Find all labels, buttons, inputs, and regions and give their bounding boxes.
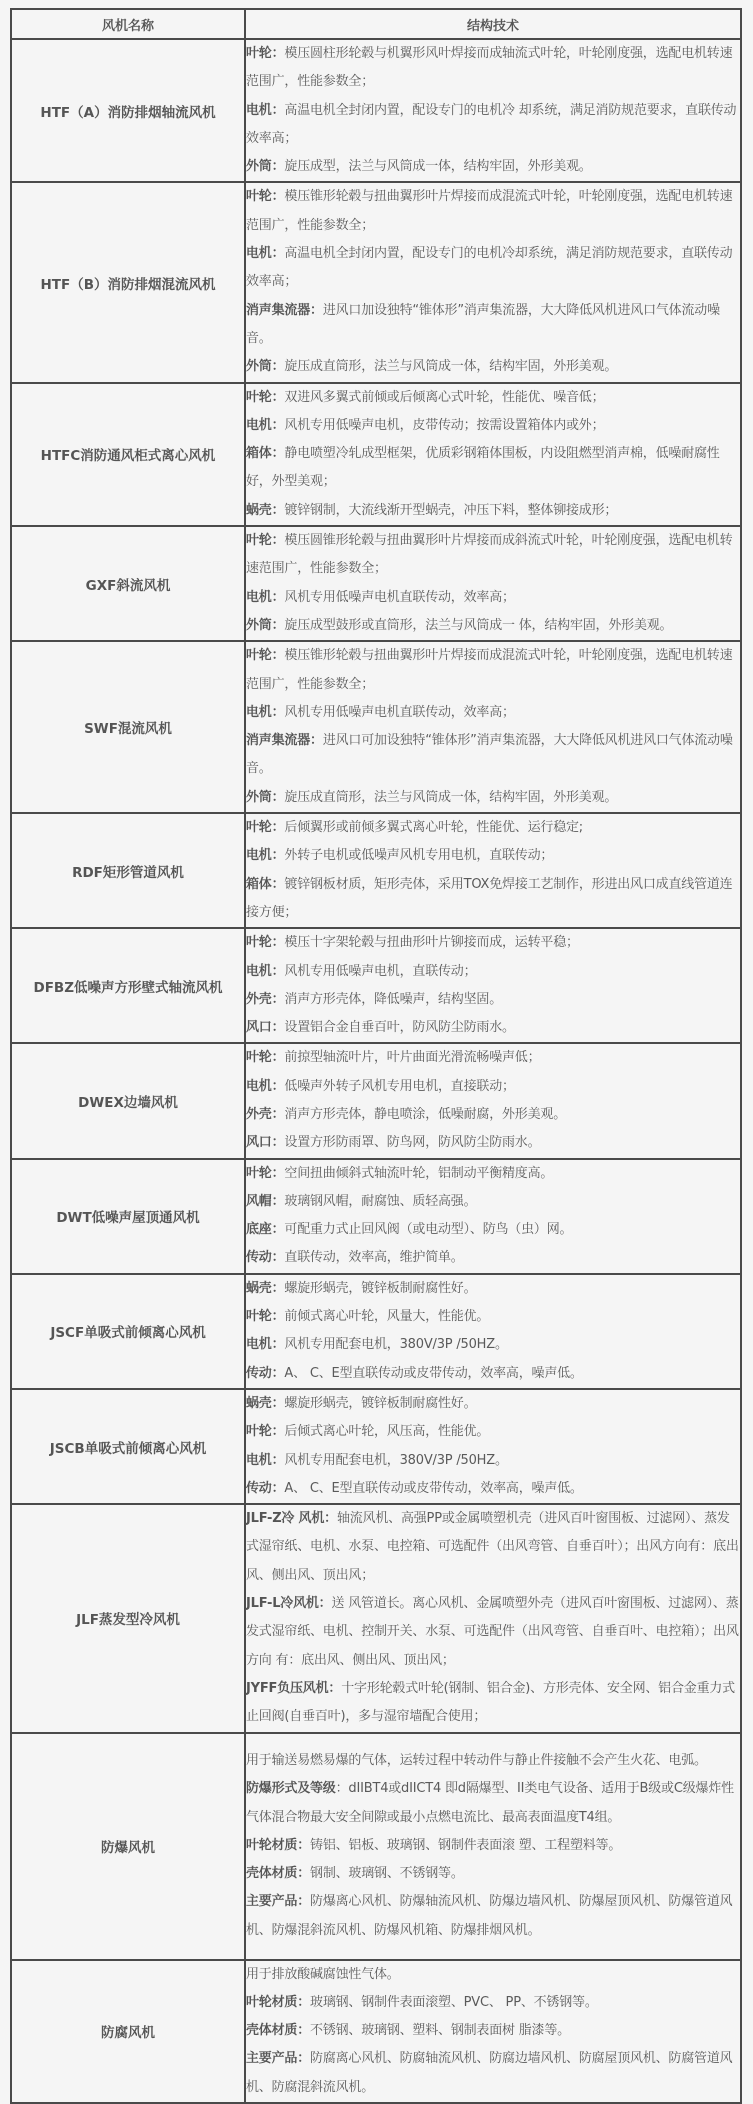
spec-text: 送 风管道长。离心风机、金属喷塑外壳（进风百叶窗围板、过滤网）、蒸发式湿帘纸、电机、控制开关、水泵、可选配件（出风弯管、自垂百叶、电控箱）；出风方向 有：底出风、侧出风、顶出风； <box>246 1596 739 1668</box>
spec-label: 消声集流器： <box>246 302 323 318</box>
spec-line <box>246 1160 740 1188</box>
structure-tech-cell <box>245 813 741 928</box>
structure-tech-cell <box>245 1960 741 2103</box>
spec-label: 电机： <box>246 1452 285 1468</box>
spec-line <box>246 153 740 181</box>
spec-text: 铸铝、铝板、玻璃钢、钢制件表面滚 塑、工程塑料等。 <box>310 1837 622 1853</box>
fan-name-cell: DWT低噪声屋顶通风机 <box>11 1159 245 1274</box>
structure-tech-cell <box>245 1504 741 1732</box>
spec-line <box>246 958 740 986</box>
spec-label: 电机： <box>246 704 285 720</box>
spec-text: 前倾式离心叶轮，风量大，性能优。 <box>284 1309 490 1325</box>
table-row <box>11 182 741 382</box>
spec-text: 低噪声外转子风机专用电机，直接联动； <box>284 1078 515 1094</box>
spec-label: 叶轮材质： <box>246 1837 311 1853</box>
spec-line <box>246 986 740 1014</box>
spec-line <box>246 1590 740 1675</box>
structure-tech-cell <box>245 1274 741 1389</box>
spec-line <box>246 2017 740 2045</box>
spec-text: 镀锌钢制，大流线渐开型蜗壳，冲压下料，整体铆接成形； <box>284 502 618 518</box>
spec-text: 玻璃钢风帽，耐腐蚀、质轻高强。 <box>284 1193 477 1209</box>
table-row <box>11 1043 741 1158</box>
fan-name-cell: SWF混流风机 <box>11 641 245 813</box>
table-row <box>11 383 741 526</box>
table-row <box>11 928 741 1043</box>
spec-line <box>246 497 740 525</box>
spec-line <box>246 412 740 440</box>
spec-line <box>246 1418 740 1446</box>
spec-label: JLF-Z冷 风机： <box>246 1511 337 1527</box>
spec-line <box>246 384 740 412</box>
spec-label: 叶轮： <box>246 935 285 951</box>
spec-line <box>246 240 740 297</box>
spec-text: 可配重力式止回风阀（或电动型）、防鸟（虫）网。 <box>284 1222 573 1238</box>
spec-text: 风机专用配套电机，380V/3P /50HZ。 <box>284 1337 508 1353</box>
spec-label: 传动： <box>246 1250 285 1266</box>
spec-line <box>246 1044 740 1072</box>
spec-label: 电机： <box>246 246 285 262</box>
fan-name-cell: HTFC消防通风柜式离心风机 <box>11 383 245 526</box>
spec-text: 不锈钢、玻璃钢、塑料、钢制表面树 脂漆等。 <box>310 2023 570 2039</box>
structure-tech-cell <box>245 1159 741 1274</box>
spec-line <box>246 1129 740 1157</box>
spec-line <box>246 642 740 699</box>
fan-name-cell: HTF（A）消防排烟轴流风机 <box>11 39 245 182</box>
spec-text: 进风口加设独特“锥体形”消声集流器，大大降低风机进风口气体流动噪音。 <box>246 302 720 346</box>
spec-text: 旋压成直筒形，法兰与风筒成一体，结构牢固，外形美观。 <box>284 359 618 375</box>
spec-text: 后倾式离心叶轮，风压高，性能优。 <box>284 1424 490 1440</box>
fan-name-cell: RDF矩形管道风机 <box>11 813 245 928</box>
table-body <box>11 39 741 2103</box>
spec-label: 传动： <box>246 1480 285 1496</box>
structure-tech-cell <box>245 39 741 182</box>
spec-label: 传动： <box>246 1365 285 1381</box>
spec-text: 螺旋形蜗壳，镀锌板制耐腐性好。 <box>284 1395 477 1411</box>
spec-text: 防爆离心风机、防爆轴流风机、防爆边墙风机、防爆屋顶风机、防爆管道风机、防爆混斜流风机、防爆风机箱、防爆排烟风机。 <box>246 1894 733 1938</box>
spec-text: 模压圆柱形轮毂与机翼形风叶焊接而成轴流式叶轮，叶轮刚度强，选配电机转速范围广，性能参数全； <box>246 46 733 90</box>
spec-label: 外筒： <box>246 789 285 805</box>
spec-text: 高温电机全封闭内置，配设专门的电机冷 却系统，满足消防规范要求，直联传动效率高； <box>246 102 737 146</box>
table-row <box>11 1274 741 1389</box>
spec-label: 主要产品： <box>246 2051 311 2067</box>
spec-label: 电机： <box>246 417 285 433</box>
structure-tech-cell <box>245 526 741 641</box>
table-row <box>11 641 741 813</box>
structure-tech-cell <box>245 182 741 382</box>
spec-label: 底座： <box>246 1222 285 1238</box>
spec-label: JYFF负压风机： <box>246 1680 342 1696</box>
spec-label: 外壳： <box>246 1106 285 1122</box>
table-row <box>11 813 741 928</box>
spec-label: 壳体材质： <box>246 2023 311 2039</box>
fan-name-cell: GXF斜流风机 <box>11 526 245 641</box>
spec-text: 风机专用低噪声电机，直联传动； <box>284 963 477 979</box>
spec-label: 外筒： <box>246 359 285 375</box>
spec-label: 叶轮材质： <box>246 1994 311 2010</box>
spec-label: 叶轮： <box>246 189 285 205</box>
structure-tech-cell <box>245 383 741 526</box>
spec-text: 风机专用配套电机，380V/3P /50HZ。 <box>284 1452 508 1468</box>
spec-text: 镀锌钢板材质，矩形壳体，采用TOX免焊接工艺制作，形进出风口成直线管道连接方便； <box>246 876 733 920</box>
spec-label: 叶轮： <box>246 1309 285 1325</box>
spec-line <box>246 1244 740 1272</box>
fan-name-cell: JLF蒸发型冷风机 <box>11 1504 245 1732</box>
spec-label: 风帽： <box>246 1193 285 1209</box>
spec-text: 模压十字架轮毂与扭曲形叶片铆接而成，运转平稳； <box>284 935 579 951</box>
table-row <box>11 1733 741 1960</box>
spec-line <box>246 1989 740 2017</box>
spec-label: 蜗壳： <box>246 1395 285 1411</box>
spec-label: 风口： <box>246 1135 285 1151</box>
structure-tech-cell <box>245 1043 741 1158</box>
spec-text: 用于输送易燃易爆的气体，运转过程中转动件与静止件接触不会产生火花、电弧。 <box>246 1752 707 1768</box>
spec-text: 风机专用低噪声电机直联传动，效率高； <box>284 589 515 605</box>
table-row <box>11 1504 741 1732</box>
spec-line <box>246 40 740 97</box>
spec-label: 蜗壳： <box>246 1280 285 1296</box>
spec-text: 双进风多翼式前倾或后倾离心式叶轮，性能优、噪音低； <box>284 389 605 405</box>
spec-label: 壳体材质： <box>246 1866 311 1882</box>
spec-line <box>246 1303 740 1331</box>
spec-line <box>246 727 740 784</box>
table-row <box>11 39 741 182</box>
spec-line <box>246 584 740 612</box>
spec-text: 风机专用低噪声电机，皮带传动；按需设置箱体内或外； <box>284 417 605 433</box>
spec-line <box>246 1747 740 1775</box>
spec-text: 直联传动，效率高，维护简单。 <box>284 1250 464 1266</box>
spec-line <box>246 527 740 584</box>
spec-text: 钢制、玻璃钢、不锈钢等。 <box>310 1866 464 1882</box>
spec-line <box>246 1073 740 1101</box>
spec-line <box>246 1360 740 1388</box>
spec-line <box>246 183 740 240</box>
fan-name-cell: JSCB单吸式前倾离心风机 <box>11 1389 245 1504</box>
spec-text: 静电喷塑冷轧成型框架，优质彩钢箱体围板，内设阻燃型消声棉，低噪耐腐性好，外型美观； <box>246 446 720 490</box>
spec-text: 进风口可加设独特“锥体形”消声集流器，大大降低风机进风口气体流动噪音。 <box>246 733 733 777</box>
spec-label: 主要产品： <box>246 1894 311 1910</box>
table-row <box>11 1960 741 2103</box>
spec-label: 叶轮： <box>246 389 285 405</box>
table-row <box>11 526 741 641</box>
spec-label: 消声集流器： <box>246 733 323 749</box>
spec-line <box>246 612 740 640</box>
spec-label: 叶轮： <box>246 820 285 836</box>
fan-name-cell: 防腐风机 <box>11 1960 245 2103</box>
spec-label: 电机： <box>246 848 285 864</box>
spec-text: 外转子电机或低噪声风机专用电机，直联传动； <box>284 848 554 864</box>
spec-line <box>246 842 740 870</box>
spec-line <box>246 1888 740 1945</box>
spec-text: 十字形轮毂式叶轮(钢制、铝合金)、方形壳体、安全网、铝合金重力式止回阀(自垂百叶)，多与湿帘墙配合使用； <box>246 1680 735 1725</box>
spec-line <box>246 1775 740 1832</box>
spec-text: ：dIIBT4或dIICT4 即d隔爆型、II类电气设备、适用于B级或C级爆炸性气体混合物最大安全间隙或最小点燃电流比、最高表面温度T4组。 <box>246 1781 734 1825</box>
spec-text: 后倾翼形或前倾多翼式离心叶轮，性能优、运行稳定; <box>284 820 583 836</box>
spec-text: 高温电机全封闭内置，配设专门的电机冷却系统，满足消防规范要求，直联传动效率高； <box>246 246 733 290</box>
spec-label: 外筒： <box>246 159 285 175</box>
spec-label: 外壳： <box>246 991 285 1007</box>
spec-label: 防爆形式及等级 <box>246 1781 336 1797</box>
spec-text: A、 C、E型直联传动或皮带传动，效率高，噪声低。 <box>284 1365 583 1381</box>
fan-name-cell: DWEX边墙风机 <box>11 1043 245 1158</box>
structure-tech-cell <box>245 641 741 813</box>
spec-text: 模压圆锥形轮毂与扭曲翼形叶片焊接而成斜流式叶轮，叶轮刚度强，选配电机转速范围广，性能参数全； <box>246 533 733 577</box>
spec-text: 轴流风机、高强PP或金属喷塑机壳（进风百叶窗围板、过滤网）、蒸发式湿帘纸、电机、水泵、电控箱、可选配件（出风弯管、自垂百叶）；出风方向有：底出风、侧出风、顶出风； <box>246 1511 739 1583</box>
structure-tech-cell <box>245 1733 741 1960</box>
spec-line <box>246 1475 740 1503</box>
spec-text: 设置方形防雨罩、防鸟网，防风防尘防雨水。 <box>284 1135 541 1151</box>
spec-line <box>246 1390 740 1418</box>
spec-line <box>246 929 740 957</box>
spec-text: 消声方形壳体，静电喷涂，低噪耐腐，外形美观。 <box>284 1106 567 1122</box>
header-fan-name: 风机名称 <box>11 9 245 39</box>
spec-line <box>246 1101 740 1129</box>
spec-label: JLF-L冷风机： <box>246 1596 332 1612</box>
spec-line <box>246 784 740 812</box>
header-row <box>11 9 741 39</box>
spec-label: 外筒： <box>246 617 285 633</box>
structure-tech-cell <box>245 928 741 1043</box>
spec-line <box>246 871 740 928</box>
spec-text: 模压锥形轮毂与扭曲翼形叶片焊接而成混流式叶轮，叶轮刚度强，选配电机转速范围广，性能参数全； <box>246 648 733 692</box>
spec-text: 旋压成型，法兰与风筒成一体，结构牢固，外形美观。 <box>284 159 592 175</box>
spec-line <box>246 1275 740 1303</box>
spec-line <box>246 1675 740 1732</box>
spec-line <box>246 1961 740 1989</box>
spec-line <box>246 1505 740 1590</box>
spec-label: 电机： <box>246 1337 285 1353</box>
spec-text: 旋压成型鼓形或直筒形，法兰与风筒成一 体，结构牢固，外形美观。 <box>284 617 673 633</box>
spec-label: 叶轮： <box>246 1050 285 1066</box>
header-structure-tech: 结构技术 <box>245 9 741 39</box>
spec-text: 消声方形壳体，降低噪声，结构坚固。 <box>284 991 503 1007</box>
spec-text: 螺旋形蜗壳，镀锌板制耐腐性好。 <box>284 1280 477 1296</box>
spec-text: 用于排放酸碱腐蚀性气体。 <box>246 1966 400 1982</box>
spec-label: 电机： <box>246 1078 285 1094</box>
spec-line <box>246 699 740 727</box>
spec-text: 模压锥形轮毂与扭曲翼形叶片焊接而成混流式叶轮，叶轮刚度强，选配电机转速范围广，性能参数全； <box>246 189 733 233</box>
spec-label: 叶轮： <box>246 648 285 664</box>
spec-label: 电机： <box>246 102 285 118</box>
table-row <box>11 1389 741 1504</box>
spec-line <box>246 1860 740 1888</box>
spec-text: 玻璃钢、钢制件表面滚塑、PVC、 PP、不锈钢等。 <box>310 1994 598 2010</box>
spec-text: 前掠型轴流叶片，叶片曲面光滑流畅噪声低； <box>284 1050 541 1066</box>
spec-text: 设置铝合金自垂百叶，防风防尘防雨水。 <box>284 1020 515 1036</box>
fan-name-cell: JSCF单吸式前倾离心风机 <box>11 1274 245 1389</box>
spec-label: 电机： <box>246 589 285 605</box>
spec-line <box>246 1832 740 1860</box>
spec-line <box>246 1216 740 1244</box>
spec-text: 防腐离心风机、防腐轴流风机、防腐边墙风机、防腐屋顶风机、防腐管道风机、防腐混斜流风机。 <box>246 2051 733 2095</box>
spec-line <box>246 1188 740 1216</box>
spec-label: 蜗壳： <box>246 502 285 518</box>
spec-line <box>246 353 740 381</box>
spec-label: 风口： <box>246 1020 285 1036</box>
fan-name-cell: HTF（B）消防排烟混流风机 <box>11 182 245 382</box>
spec-label: 叶轮： <box>246 533 285 549</box>
spec-label: 电机： <box>246 963 285 979</box>
spec-label: 箱体： <box>246 876 285 892</box>
spec-line <box>246 440 740 497</box>
structure-tech-cell <box>245 1389 741 1504</box>
spec-text: 旋压成直筒形，法兰与风筒成一体，结构牢固，外形美观。 <box>284 789 618 805</box>
spec-line <box>246 97 740 154</box>
fan-spec-table <box>10 8 742 2104</box>
spec-label: 叶轮： <box>246 1424 285 1440</box>
spec-text: A、 C、E型直联传动或皮带传动，效率高，噪声低。 <box>284 1480 583 1496</box>
spec-text: 风机专用低噪声电机直联传动，效率高； <box>284 704 515 720</box>
spec-line <box>246 1014 740 1042</box>
spec-label: 叶轮： <box>246 46 285 61</box>
table-row <box>11 1159 741 1274</box>
spec-line <box>246 1331 740 1359</box>
fan-name-cell: DFBZ低噪声方形壁式轴流风机 <box>11 928 245 1043</box>
spec-line <box>246 297 740 354</box>
spec-line <box>246 1447 740 1475</box>
spec-label: 箱体： <box>246 446 285 462</box>
spec-text: 空间扭曲倾斜式轴流叶轮，铝制动平衡精度高。 <box>284 1165 554 1181</box>
fan-name-cell: 防爆风机 <box>11 1733 245 1960</box>
spec-line <box>246 2045 740 2102</box>
spec-label: 叶轮： <box>246 1165 285 1181</box>
spec-line <box>246 814 740 842</box>
